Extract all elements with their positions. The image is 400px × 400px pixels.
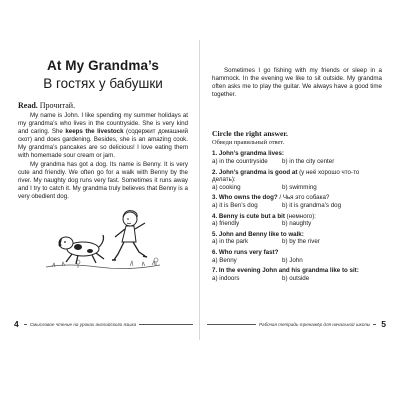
question-text xyxy=(212,213,382,221)
question-item xyxy=(212,194,382,209)
footer-text-right: Рабочая тетрадь-тренажёр для начальной школы xyxy=(258,321,371,327)
read-label: Read. xyxy=(18,101,38,110)
answer-options xyxy=(212,275,382,283)
page-number-left: 4 xyxy=(14,319,19,329)
question-label: 3. Who owns the dog? xyxy=(212,194,278,202)
question-label: 5. John and Benny like to walk: xyxy=(212,230,304,238)
story-title-en: At My Grandma’s xyxy=(46,58,160,73)
answer-options xyxy=(212,257,382,265)
question-item xyxy=(212,169,382,192)
question-note: (у неё хорошо что-то делать): xyxy=(212,168,360,184)
story-paragraph-1 xyxy=(18,112,188,161)
task-heading xyxy=(212,129,382,146)
right-page xyxy=(212,58,382,285)
boy-and-dog-illustration xyxy=(38,205,168,275)
answer-option-a[interactable]: a) in the park xyxy=(212,238,249,246)
footer-text-left: Смысловое чтение на уроках английского языка xyxy=(29,321,137,327)
answer-option-a[interactable]: a) it is Ben’s dog xyxy=(212,201,258,209)
question-label: 1. John’s grandma lives: xyxy=(212,150,284,158)
footer-rule-end xyxy=(139,324,193,325)
question-item xyxy=(212,150,382,165)
question-item xyxy=(212,213,382,228)
answer-options xyxy=(212,202,382,210)
story-title-ru: В гостях у бабушки xyxy=(43,76,163,91)
question-text xyxy=(212,169,382,184)
answer-option-a[interactable]: a) indoors xyxy=(212,274,240,282)
answer-options xyxy=(212,238,382,246)
question-note: / Чья это собака? xyxy=(277,194,330,202)
footer-rule-start xyxy=(24,324,27,325)
left-page-footer xyxy=(14,319,196,329)
question-item xyxy=(212,249,382,264)
question-text xyxy=(212,194,382,202)
answer-option-b[interactable]: b) swimming xyxy=(282,183,317,191)
answer-option-b[interactable]: b) outside xyxy=(282,274,310,282)
question-text xyxy=(212,267,382,275)
question-item xyxy=(212,267,382,282)
answer-options xyxy=(212,158,382,166)
para1-part1: My name is John. I like spending my summer holidays at my grandma’s who lives in the countryside. She is very kind and caring. She xyxy=(18,112,188,136)
question-text xyxy=(212,231,382,239)
answer-option-b[interactable]: b) it is grandma’s dog xyxy=(282,201,342,209)
footer-rule-end xyxy=(373,324,376,325)
page-gutter xyxy=(199,40,200,340)
page-number-right: 5 xyxy=(381,319,386,329)
answer-option-a[interactable]: a) in the countryside xyxy=(212,157,268,165)
answer-option-a[interactable]: a) Benny xyxy=(212,256,237,264)
question-text xyxy=(212,249,382,257)
answer-options xyxy=(212,220,382,228)
question-text xyxy=(212,150,382,158)
para1-bold: keeps the livestock xyxy=(65,128,124,136)
answer-option-b[interactable]: b) John xyxy=(282,256,303,264)
read-label-ru: Прочитай. xyxy=(39,101,76,110)
question-note: (немного): xyxy=(284,212,316,220)
answer-option-b[interactable]: b) by the river xyxy=(282,238,320,246)
question-label: 2. John’s grandma is good at xyxy=(212,168,298,176)
task-title-en: Circle the right answer. xyxy=(212,129,288,139)
question-label: 4. Benny is cute but a bit xyxy=(212,212,285,220)
right-page-footer xyxy=(204,319,386,329)
question-label: 6. Who runs very fast? xyxy=(212,248,279,256)
answer-option-b[interactable]: b) naughty xyxy=(282,220,312,228)
para1-part2: (содержит домашний скот) and does gardening. Besides, she is an amazing cook. My grandma’s pancakes are so delicious! I love eating them with homemade sour cream or jam. xyxy=(18,128,188,160)
task-title-ru: Обведи правильный ответ. xyxy=(212,139,285,147)
read-instruction xyxy=(18,101,188,110)
question-label: 7. In the evening John and his grandma like to sit: xyxy=(212,267,359,275)
answer-option-a[interactable]: a) cooking xyxy=(212,183,241,191)
boy-and-dog-drawing xyxy=(38,205,168,275)
answer-option-a[interactable]: a) friendly xyxy=(212,220,240,228)
question-item xyxy=(212,231,382,246)
question-list xyxy=(212,150,382,282)
story-paragraph-2: My grandma has got a dog. Its name is Benny. It is very cute and friendly. We often go for a walk with Benny by the river. My naughty dog runs very fast. Sometimes it runs away and I try to catch it. My grandma truly believes that Benny is a very obedient dog. xyxy=(18,160,188,200)
footer-rule-start xyxy=(207,324,256,325)
left-page xyxy=(18,58,188,275)
story-paragraph-3: Sometimes I go fishing with my friends or sleep in a hammock. In the evening we like to sit outside. My grandma often asks me to play the guitar. We always have a good time together. xyxy=(212,67,382,99)
answer-option-b[interactable]: b) in the city center xyxy=(282,157,335,165)
answer-options xyxy=(212,184,382,192)
